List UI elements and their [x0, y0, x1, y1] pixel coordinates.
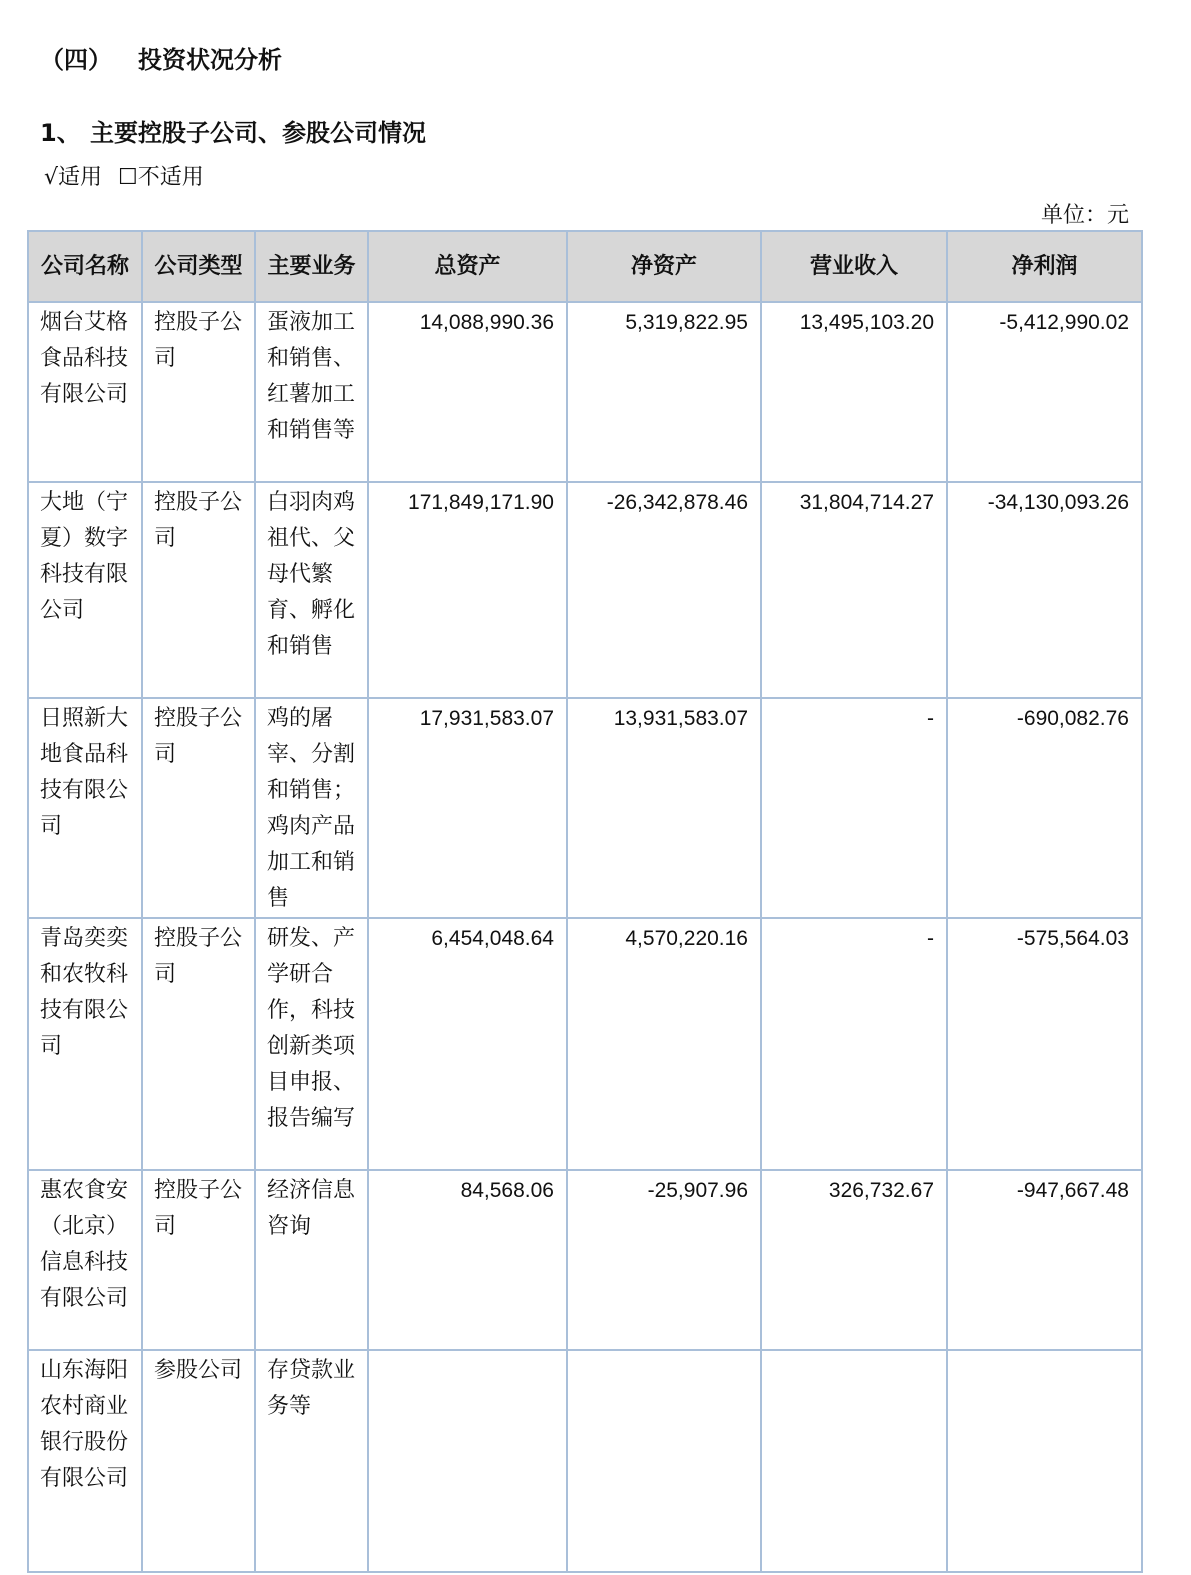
main-business-cell: 白羽肉鸡祖代、父母代繁育、孵化和销售 — [255, 482, 368, 698]
company-name-cell: 山东海阳农村商业银行股份有限公司 — [28, 1350, 142, 1572]
subsidiary-table — [27, 230, 1143, 1573]
total-assets-cell — [368, 1350, 567, 1572]
table-row — [28, 1170, 1142, 1350]
subsection-title: 主要控股子公司、参股公司情况 — [90, 119, 426, 147]
total-assets-cell: 84,568.06 — [368, 1170, 567, 1350]
revenue-cell: 326,732.67 — [761, 1170, 947, 1350]
company-name-cell: 青岛奕奕和农牧科技有限公司 — [28, 918, 142, 1170]
company-type-cell: 控股子公司 — [142, 482, 255, 698]
header-net-assets: 净资产 — [567, 231, 761, 302]
section-title: 投资状况分析 — [138, 46, 282, 74]
main-business-cell: 研发、产学研合作，科技创新类项目申报、报告编写 — [255, 918, 368, 1170]
revenue-cell — [761, 1350, 947, 1572]
company-name-cell: 日照新大地食品科技有限公司 — [28, 698, 142, 918]
header-revenue: 营业收入 — [761, 231, 947, 302]
revenue-cell: - — [761, 698, 947, 918]
section-heading — [40, 40, 282, 75]
main-business-cell: 经济信息咨询 — [255, 1170, 368, 1350]
net-assets-cell: -26,342,878.46 — [567, 482, 761, 698]
table-row — [28, 482, 1142, 698]
subsection-number: 1、 — [40, 119, 81, 147]
header-net-profit: 净利润 — [947, 231, 1142, 302]
subsection-heading — [40, 113, 426, 148]
table-header-row — [28, 231, 1142, 302]
net-profit-cell: -34,130,093.26 — [947, 482, 1142, 698]
section-number: （四） — [40, 46, 112, 74]
net-profit-cell: -947,667.48 — [947, 1170, 1142, 1350]
net-profit-cell: -5,412,990.02 — [947, 302, 1142, 482]
header-company-name: 公司名称 — [28, 231, 142, 302]
revenue-cell: 13,495,103.20 — [761, 302, 947, 482]
total-assets-cell: 14,088,990.36 — [368, 302, 567, 482]
table-row — [28, 698, 1142, 918]
revenue-cell: 31,804,714.27 — [761, 482, 947, 698]
company-type-cell: 参股公司 — [142, 1350, 255, 1572]
main-business-cell: 存贷款业务等 — [255, 1350, 368, 1572]
not-applicable-option: ☐不适用 — [118, 165, 204, 190]
company-name-cell: 烟台艾格食品科技有限公司 — [28, 302, 142, 482]
net-profit-cell — [947, 1350, 1142, 1572]
company-name-cell: 大地（宁夏）数字科技有限公司 — [28, 482, 142, 698]
header-main-business: 主要业务 — [255, 231, 368, 302]
total-assets-cell: 6,454,048.64 — [368, 918, 567, 1170]
net-assets-cell: 4,570,220.16 — [567, 918, 761, 1170]
company-type-cell: 控股子公司 — [142, 302, 255, 482]
net-profit-cell: -690,082.76 — [947, 698, 1142, 918]
revenue-cell: - — [761, 918, 947, 1170]
table-row — [28, 1350, 1142, 1572]
table-row — [28, 918, 1142, 1170]
main-business-cell: 鸡的屠宰、分割和销售；鸡肉产品加工和销售 — [255, 698, 368, 918]
applicability-options — [44, 160, 204, 191]
net-profit-cell: -575,564.03 — [947, 918, 1142, 1170]
company-name-cell: 惠农食安（北京）信息科技有限公司 — [28, 1170, 142, 1350]
company-type-cell: 控股子公司 — [142, 1170, 255, 1350]
main-business-cell: 蛋液加工和销售、红薯加工和销售等 — [255, 302, 368, 482]
net-assets-cell: -25,907.96 — [567, 1170, 761, 1350]
unit-label: 单位：元 — [1040, 203, 1129, 228]
table-row — [28, 302, 1142, 482]
header-company-type: 公司类型 — [142, 231, 255, 302]
total-assets-cell: 17,931,583.07 — [368, 698, 567, 918]
net-assets-cell — [567, 1350, 761, 1572]
applicable-option: √适用 — [44, 165, 103, 190]
company-type-cell: 控股子公司 — [142, 698, 255, 918]
net-assets-cell: 13,931,583.07 — [567, 698, 761, 918]
company-type-cell: 控股子公司 — [142, 918, 255, 1170]
total-assets-cell: 171,849,171.90 — [368, 482, 567, 698]
header-total-assets: 总资产 — [368, 231, 567, 302]
net-assets-cell: 5,319,822.95 — [567, 302, 761, 482]
